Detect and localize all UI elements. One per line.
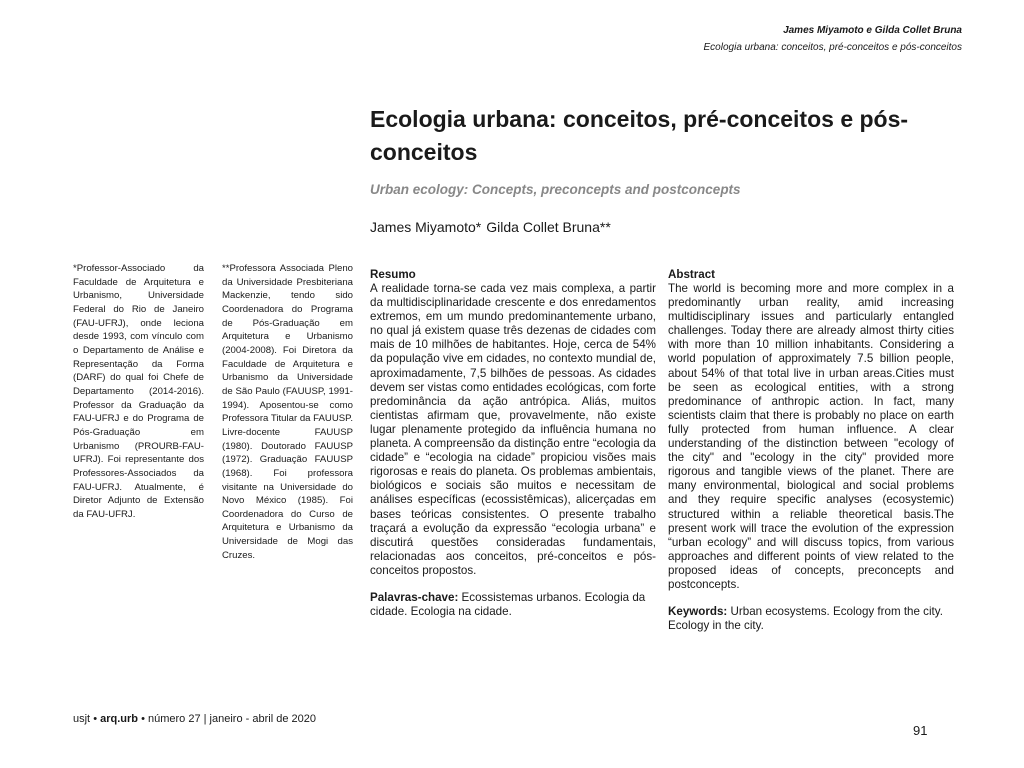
abstract-keywords-text: Urban ecosystems. Ecology from the city. Ecology in the city. xyxy=(668,605,943,633)
resumo-section xyxy=(370,268,656,619)
article-subtitle: Urban ecology: Concepts, preconcepts and postconcepts xyxy=(370,182,741,197)
resumo-text: A realidade torna-se cada vez mais complexa, a partir da multidisciplinaridade crescente e dos enredamentos extremos, em um mundo predominantemente urbano, no qual já existem quase três dezenas de cidades com mais de 10 milhões de habitantes. Hoje, cerca de 54% da população vive em cidades, no contexto mundial de, aproximadamente, 7,5 bilhões de pessoas. As cidades devem ser vistas como entidades ecológicas, com forte predominância da ação antrópica. Aliás, muitos cientistas afirmam que, provavelmente, não existe lugar plenamente protegido da influência humana no planeta. A compreensão da distinção entre “ecologia da cidade” e “ecologia na cidade” propiciou visões mais rigorosas e reais do planeta. Os problemas ambientais, biológicos e sociais são muitos e necessitam de análises específicas (ecossistêmicas), alicerçadas em bases teóricas consistentes. O presente trabalho traçará a evolução da expressão “ecologia urbana” e discutirá questões consideradas fundamentais, relacionadas aos conceitos, pré-conceitos e pós-conceitos propostos. xyxy=(370,282,656,577)
abstract-heading: Abstract xyxy=(668,268,716,281)
article-title: Ecologia urbana: conceitos, pré-conceitos e pós-conceitos xyxy=(370,106,909,165)
page-number: 91 xyxy=(913,723,928,738)
running-head-authors: James Miyamoto e Gilda Collet Bruna xyxy=(783,25,962,36)
author-note-2: **Professora Associada Pleno da Universidade Presbiteriana Mackenzie, tendo sido Coordenadora do Programa de Pós-Graduação em Arquitetura e Urbanismo (2004-2008). Foi Diretora da Faculdade de Arquitetura e Urbanismo da Universidade de São Paulo (FAUUSP, 1991-1994). Aposentou-se como Professora Titular da FAUUSP. Livre-docente FAUUSP (1980). Doutorado FAUUSP (1972). Graduação FAUUSP (1968). Foi professora visitante na Universidade do Novo México (1985). Foi Coordenadora do Curso de Arquitetura e Urbanismo da Universidade de Mogi das Cruzes. xyxy=(222,263,353,561)
abstract-text: The world is becoming more and more complex in a predominantly urban reality, amid increasing multidisciplinary issues and particularly entangled challenges. Today there are already almost thirty cities with more than 10 million inhabitants. Considering a world population of approximately 7.5 billion people, about 54% of that total live in urban areas.Cities must be seen as ecological entities, with a strong predominance of anthropic action. In fact, many scientists claim that there is probably no place on earth fully protected from human influence. A clear understanding of the distinction between "ecology of the city" and "ecology in the city" provided more rigorous and tangible views of the planet. There are many environmental, biological and social problems and they require specific analyses (ecosystemic) structured within a reliable theoretical basis.The present work will trace the evolution of the expression “urban ecology” and will discuss topics, from various approaches and different points of view related to the proposed ideas of concepts, preconcepts and postconcepts. xyxy=(668,282,954,591)
running-head xyxy=(704,22,962,56)
resumo-keywords xyxy=(370,591,656,619)
running-head-title: Ecologia urbana: conceitos, pré-conceitos e pós-conceitos xyxy=(703,42,962,53)
journal-footer xyxy=(73,713,316,725)
resumo-keywords-label: Palavras-chave: xyxy=(370,590,459,604)
footer-bullet: • xyxy=(93,713,98,725)
issue-info: número 27 | janeiro - abril de 2020 xyxy=(148,713,316,725)
abstract-keywords xyxy=(668,605,954,633)
author-1: James Miyamoto* xyxy=(370,219,482,235)
byline xyxy=(370,219,611,235)
journal-prefix: usjt xyxy=(73,713,91,725)
abstract-keywords-label: Keywords: xyxy=(668,605,728,619)
journal-name: arq.urb xyxy=(100,713,139,725)
resumo-heading: Resumo xyxy=(370,268,416,281)
author-2: Gilda Collet Bruna** xyxy=(486,219,611,235)
abstract-section xyxy=(668,268,954,633)
resumo-keywords-text: Ecossistemas urbanos. Ecologia da cidade. Ecologia na cidade. xyxy=(370,590,646,619)
author-note-1: *Professor-Associado da Faculdade de Arquitetura e Urbanismo, Universidade Federal do Rio de Janeiro (FAU-UFRJ), onde leciona desde 1993, com vínculo com o Departamento de Análise e Representação da Forma (DARF) do qual foi Chefe de Departamento (2014-2016). Professor da Graduação da FAU-UFRJ e do Programa de Pós-Graduação em Urbanismo (PROURB-FAU-UFRJ). Foi representante dos Professores-Associados da FAU-UFRJ. Atualmente, é Diretor Adjunto de Extensão da FAU-UFRJ. xyxy=(73,263,204,520)
footer-bullet: • xyxy=(141,713,145,725)
